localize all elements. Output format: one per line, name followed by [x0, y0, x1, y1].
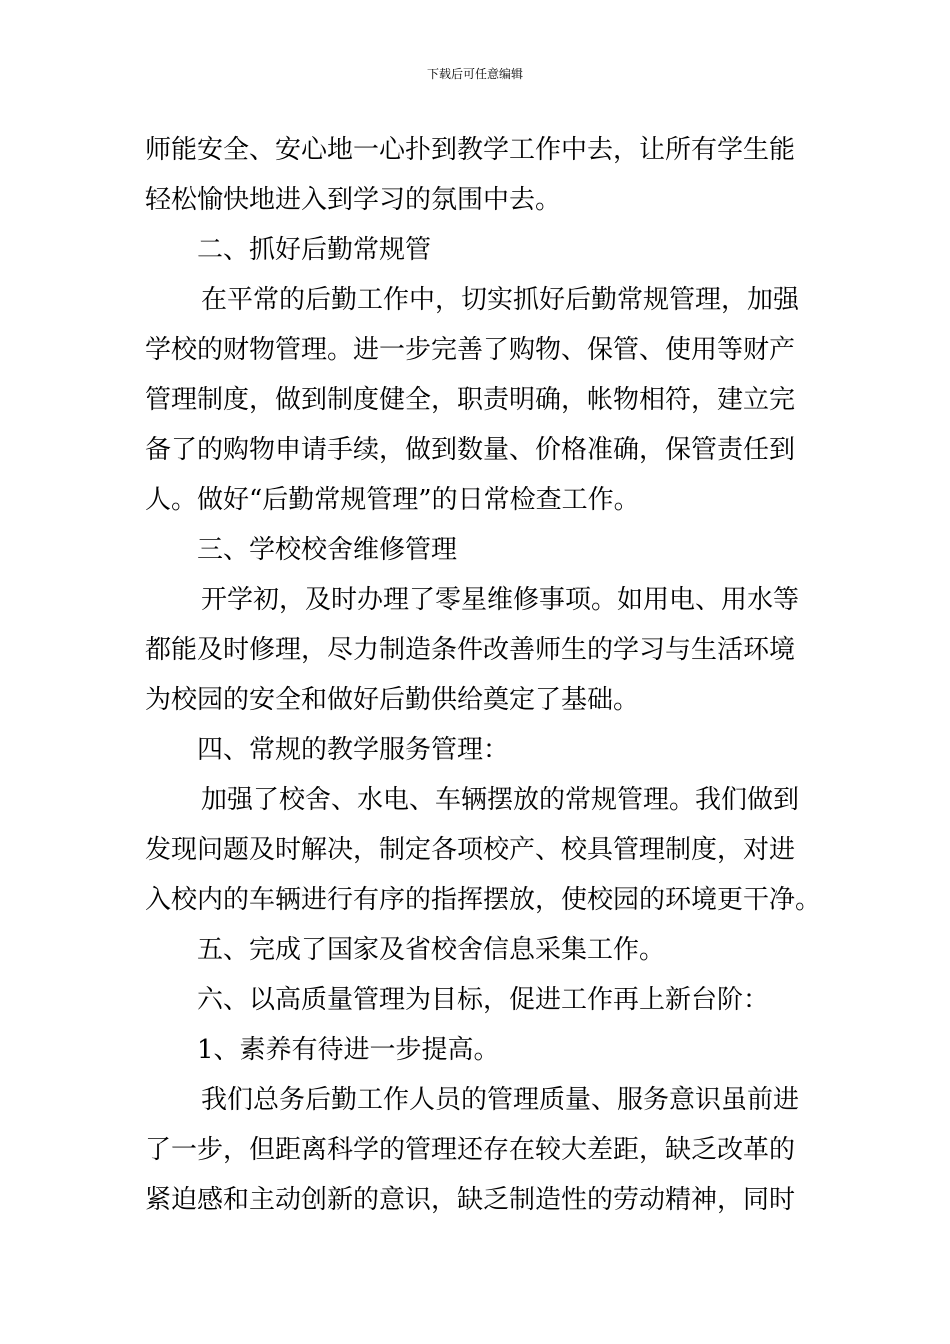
text-line: 学校的财物管理。进一步完善了购物、保管、使用等财产 — [145, 335, 796, 365]
text-line: 我们总务后勤工作人员的管理质量、服务意识虽前进 — [201, 1085, 800, 1115]
text-line: 加强了校舍、水电、车辆摆放的常规管理。我们做到 — [201, 785, 800, 815]
text-line: 备了的购物申请手续，做到数量、价格准确，保管责任到 — [145, 435, 796, 465]
text-line: 师能安全、安心地一心扑到教学工作中去，让所有学生能 — [145, 135, 796, 165]
section-heading: 二、抓好后勤常规管 — [197, 235, 432, 265]
text-line: 紧迫感和主动创新的意识，缺乏制造性的劳动精神，同时 — [145, 1185, 796, 1215]
page-header-note: 下载后可任意编辑 — [426, 67, 523, 81]
text-line: 开学初，及时办理了零星维修事项。如用电、用水等 — [201, 585, 800, 615]
text-line: 都能及时修理，尽力制造条件改善师生的学习与生活环境 — [145, 635, 796, 665]
text-line: 了一步，但距离科学的管理还存在较大差距，缺乏改革的 — [145, 1135, 796, 1165]
text-line: 为校园的安全和做好后勤供给奠定了基础。 — [145, 685, 640, 715]
section-heading: 五、完成了国家及省校舍信息采集工作。 — [197, 935, 666, 965]
text-line: 管理制度，做到制度健全，职责明确，帐物相符，建立完 — [145, 385, 796, 415]
section-heading: 三、学校校舍维修管理 — [197, 535, 458, 565]
subsection-heading: 1、素养有待进一步提高。 — [197, 1035, 500, 1065]
text-line: 人。做好“后勤常规管理”的日常检查工作。 — [145, 485, 640, 515]
section-heading: 六、以高质量管理为目标，促进工作再上新台阶： — [197, 985, 770, 1015]
section-heading: 四、常规的教学服务管理： — [197, 735, 510, 765]
text-line: 在平常的后勤工作中，切实抓好后勤常规管理，加强 — [201, 285, 800, 315]
text-line: 轻松愉快地进入到学习的氛围中去。 — [145, 185, 562, 215]
text-line: 入校内的车辆进行有序的指挥摆放，使校园的环境更干净。 — [145, 885, 822, 915]
text-line: 发现问题及时解决，制定各项校产、校具管理制度，对进 — [145, 835, 796, 865]
document-body — [145, 125, 822, 1225]
